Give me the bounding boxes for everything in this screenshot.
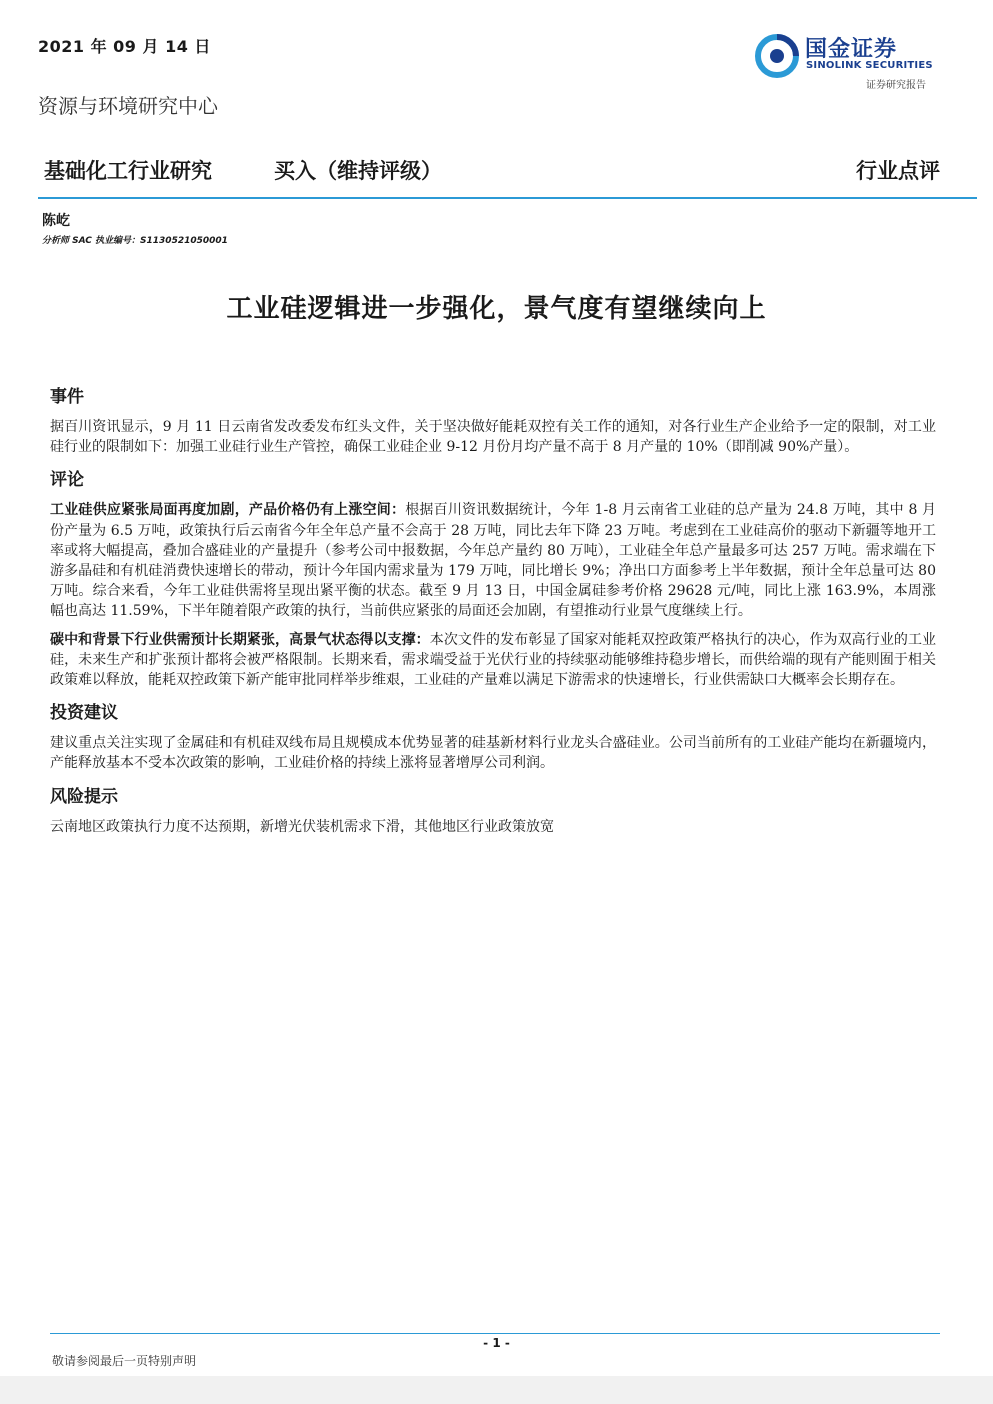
rating-label: 买入（维持评级） [274,159,442,183]
header-divider [38,197,977,199]
logo-emblem-icon [755,34,799,78]
report-date: 2021 年 09 月 14 日 [38,37,211,56]
comment-1-lead: 工业硅供应紧张局面再度加剧，产品价格仍有上涨空间： [50,502,406,519]
comment-paragraph-2 [50,630,936,691]
logo-chinese-name: 国金证券 [805,37,898,62]
section-heading-comment: 评论 [50,470,84,491]
footer-divider [50,1333,940,1334]
page-number: - 1 - [483,1336,510,1350]
risk-paragraph: 云南地区政策执行力度不达预期，新增光伏装机需求下滑，其他地区行业政策放宽 [50,818,554,835]
research-department: 资源与环境研究中心 [38,94,218,118]
section-heading-advice: 投资建议 [50,703,118,724]
bottom-band [0,1376,993,1404]
analyst-name: 陈屹 [42,213,70,229]
report-body [50,382,936,845]
logo-english-name: SINOLINK SECURITIES [806,60,933,71]
report-header-row [44,155,940,187]
section-heading-event: 事件 [50,387,84,407]
advice-paragraph: 建议重点关注实现了金属硅和有机硅双线布局且规模成本优势显著的硅基新材料行业龙头合盛硅业。公司当前所有的工业硅产能均在新疆境内，产能释放基本不受本次政策的影响，工业硅价格的持续上涨将显著增厚公司利润。 [50,735,936,772]
report-category: 证券研究报告 [866,80,926,91]
comment-2-text: 本次文件的发布彰显了国家对能耗双控政策严格执行的决心，作为双高行业的工业硅，未来生产和扩张预计都将会被严格限制。长期来看，需求端受益于光伏行业的持续驱动能够维持稳步增长，而供给端的现有产能则囿于相关政策难以释放，能耗双控政策下新产能审批同样举步维艰，工业硅的产量难以满足下游需求的快速增长，行业供需缺口大概率会长期存在。 [50,631,937,689]
disclaimer-note: 敬请参阅最后一页特别声明 [52,1354,197,1368]
comment-2-lead: 碳中和背景下行业供需预计长期紧张，高景气状态得以支撑： [50,631,430,648]
report-title: 工业硅逻辑进一步强化，景气度有望继续向上 [226,294,767,324]
document-type: 行业点评 [856,158,940,183]
section-heading-risk: 风险提示 [50,786,118,807]
event-paragraph: 据百川资讯显示，9 月 11 日云南省发改委发布红头文件，关于坚决做好能耗双控有关工作的通知，对各行业生产企业给予一定的限制，对工业硅行业的限制如下：加强工业硅行业生产管控，确保工业硅企业 9-12 月份月均产量不高于 8 月产量的 10%（即削减 90%产量）。 [50,419,936,456]
comment-1-text: 根据百川资讯数据统计，今年 1-8 月云南省工业硅的总产量为 24.8 万吨，其中 8 月份产量为 6.5 万吨，政策执行后云南省今年全年总产量不会高于 28 万吨，同比去年下降 23 万吨。考虑到在工业硅高价的驱动下新疆等地开工率或将大幅提高，叠加合盛硅业的产量提升（参考公司中报数据，今年总产量约 80 万吨），工业硅全年总产量最多可达 257 万吨。需求端在下游多晶硅和有机硅消费快速增长的带动，预计今年国内需求量为 179 万吨，同比增长 9%；净出口方面参考上半年数据，预计全年总量可达 80 万吨。综合来看，今年工业硅供需将呈现出紧平衡的状态。截至 9 月 13 日，中国金属硅参考价格 29628 元/吨，同比上涨 163.9%，本周涨幅也高达 11.59%，下半年随着限产政策的执行，当前供应紧张的局面还会加剧，有望推动行业景气度继续上行。 [50,502,937,620]
industry-label: 基础化工行业研究 [44,159,212,183]
analyst-sac-number: 分析师 SAC 执业编号：S1130521050001 [42,236,228,246]
comment-paragraph-1 [50,500,936,621]
